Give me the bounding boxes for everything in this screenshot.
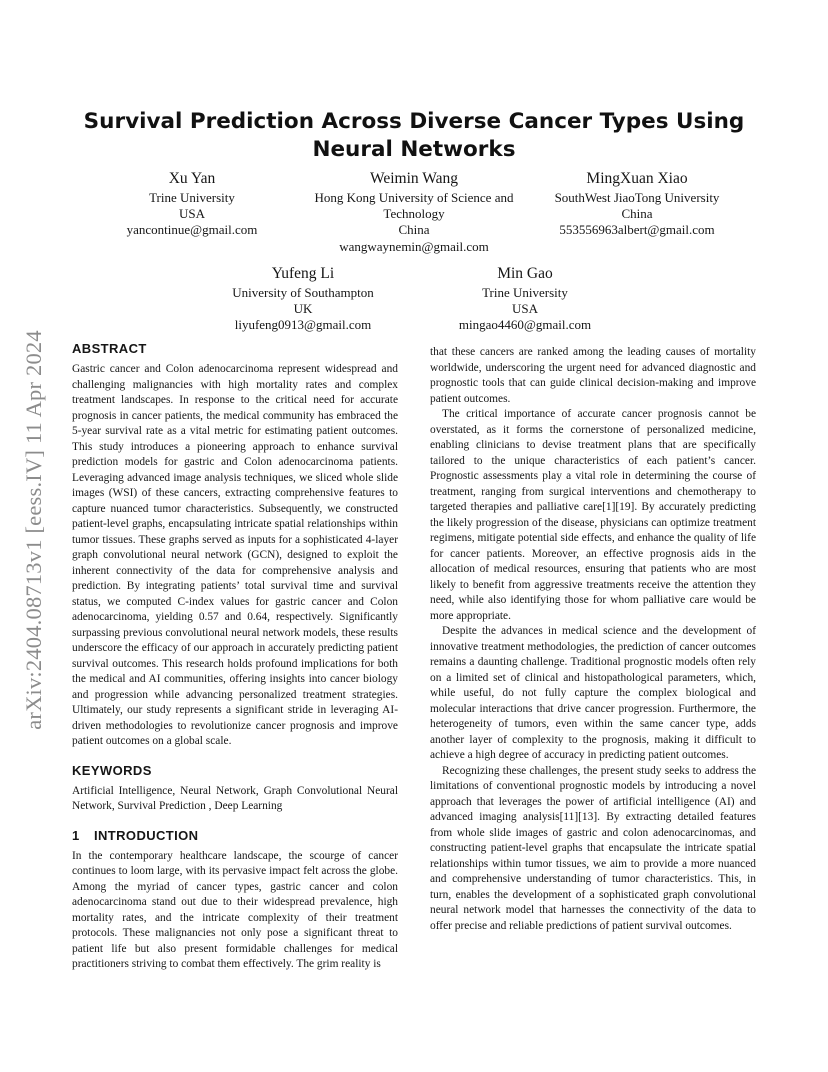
- author-country: UK: [293, 301, 313, 317]
- intro-paragraph: Despite the advances in medical science and the development of innovative treatment methodologies, the prediction of cancer outcomes remains a daunting challenge. Traditional prognostic models often rely on a limited set of clinical and histopathological parameters, which, while useful, do not fully capture the complex biological and molecular interactions that drive cancer progression. Furthermore, the heterogeneity of tumors, even within the same cancer type, adds another layer of complexity to the prognosis, making it difficult to achieve a high degree of accuracy in predicting patient outcomes.: [430, 625, 756, 761]
- intro-paragraph: The critical importance of accurate cancer prognosis cannot be overstated, as it forms the cornerstone of personalized medicine, enabling clinicians to devise treatment plans that are specifically tailored to the unique characteristics of each patient’s cancer. Prognostic assessments play a vital role in determining the course of treatment, ranging from surgical interventions and chemotherapy to targeted therapies and palliative care[1][19]. By accurately predicting the likely progression of the disease, physicians can optimize treatment regimens, mitigate potential side effects, and enhance the quality of life for cancer patients. Moreover, an effective prognosis aids in the allocation of medical resources, ensuring that patients who are most likely to benefit from aggressive treatments receive the attention they need, while also identifying those for whom palliative care would be more appropriate.: [430, 408, 756, 622]
- abstract-text: Gastric cancer and Colon adenocarcinoma represent widespread and challenging malignancies with high mortality rates and complex treatment landscapes. In response to the critical need for accurate prognosis in cancer patients, the medical community has embraced the 5-year survival rate as a vital metric for estimating patient outcomes. This study introduces a pioneering approach to enhance survival prediction models for gastric and Colon adenocarcinoma patients. Leveraging advanced image analysis techniques, we sliced whole slide images (WSI) of these cancers, extracting comprehensive features to capture nuanced tumor characteristics. Subsequently, we constructed patient-level graphs, encapsulating intricate spatial relationships within tumor tissues. These graphs served as inputs for a sophisticated 4-layer graph convolutional neural network (GCN), designed to exploit the inherent connectivity of the data for comprehensive analysis and prediction. By integrating patients’ total survival time and survival status, we computed C-index values for gastric cancer and Colon adenocarcinoma, yielding 0.57 and 0.64, respectively. Significantly surpassing previous convolutional neural network models, these results underscore the efficacy of our approach in accurately predicting patient survival outcomes. This research holds profound implications for both the medical and AI communities, offering insights into cancer biology and progression while advancing personalized treatment strategies. Ultimately, our study represents a significant stride in leveraging AI-driven methodologies to revolutionize cancer prognosis and improve patient outcomes on a global scale.: [72, 363, 398, 747]
- introduction-heading: [72, 828, 398, 844]
- author-name: Min Gao: [497, 265, 553, 282]
- author-block: [425, 264, 625, 334]
- arxiv-identifier: [14, 286, 54, 774]
- author-country: USA: [511, 301, 538, 317]
- author-country: China: [621, 206, 653, 222]
- author-name: Weimin Wang: [369, 170, 459, 187]
- author-email: mingao4460@gmail.com: [458, 317, 592, 333]
- author-email: wangwaynemin@gmail.com: [339, 238, 489, 254]
- right-column: [430, 345, 756, 934]
- keywords-heading: KEYWORDS: [72, 762, 152, 778]
- author-email: yancontinue@gmail.com: [126, 222, 258, 238]
- author-block: [537, 169, 737, 239]
- paper-title: Survival Prediction Across Diverse Cancer Types Using Neural Networks: [83, 109, 745, 162]
- author-name: Xu Yan: [168, 170, 216, 187]
- intro-paragraph-continued: that these cancers are ranked among the leading causes of mortality worldwide, underscoring the urgent need for advanced diagnostic and prognostic tools that can guide clinical decision-making and improve patient outcomes.: [430, 346, 756, 405]
- intro-paragraph: Recognizing these challenges, the present study seeks to address the limitations of conventional prognostic models by introducing a novel approach that leverages the power of artificial intelligence (AI) and advanced imaging analysis[11][13]. By extracting detailed features from whole slide images of gastric and colon adenocarcinomas, and constructing patient-level graphs that encapsulate the intricate spatial relationships within tumor tissues, we aim to provide a more nuanced and comprehensive understanding of tumor characteristics. This, in turn, enables the development of a sophisticated graph convolutional neural network model that harnesses the connectivity of the data to offer precise and reliable predictions of patient survival outcomes.: [430, 764, 756, 932]
- left-column: [72, 341, 398, 973]
- author-affiliation: Hong Kong University of Science and Technology: [314, 190, 514, 222]
- author-country: China: [398, 222, 430, 238]
- abstract-heading: ABSTRACT: [72, 341, 147, 356]
- author-affiliation: Trine University: [149, 190, 235, 205]
- author-block: [92, 169, 292, 239]
- author-email: 553556963albert@gmail.com: [559, 222, 715, 238]
- author-block: [203, 264, 403, 334]
- author-country: USA: [178, 206, 205, 222]
- author-affiliation: SouthWest JiaoTong University: [554, 190, 720, 205]
- author-name: Yufeng Li: [271, 265, 335, 282]
- keywords-text: Artificial Intelligence, Neural Network, Graph Convolutional Neural Network, Survival Prediction , Deep Learning: [72, 784, 398, 812]
- author-affiliation: Trine University: [482, 285, 568, 300]
- section-number: 1: [72, 827, 80, 843]
- intro-paragraph: In the contemporary healthcare landscape, the scourge of cancer continues to loom large, with its pervasive impact felt across the globe. Among the myriad of cancer types, gastric cancer and colon adenocarcinoma stand out due to their widespread prevalence, high mortality rates, and the intricate complexity of their treatment protocols. These malignancies not only pose a significant threat to patient life but also present formidable challenges for medical practitioners striving to combat them effectively. The grim reality is: [72, 849, 398, 970]
- author-affiliation: University of Southampton: [232, 285, 374, 300]
- arxiv-identifier-text: arXiv:2404.08713v1 [eess.IV] 11 Apr 2024: [21, 330, 47, 730]
- author-email: liyufeng0913@gmail.com: [234, 317, 372, 333]
- author-block: [306, 169, 522, 255]
- author-name: MingXuan Xiao: [586, 170, 688, 187]
- section-title: INTRODUCTION: [94, 827, 199, 843]
